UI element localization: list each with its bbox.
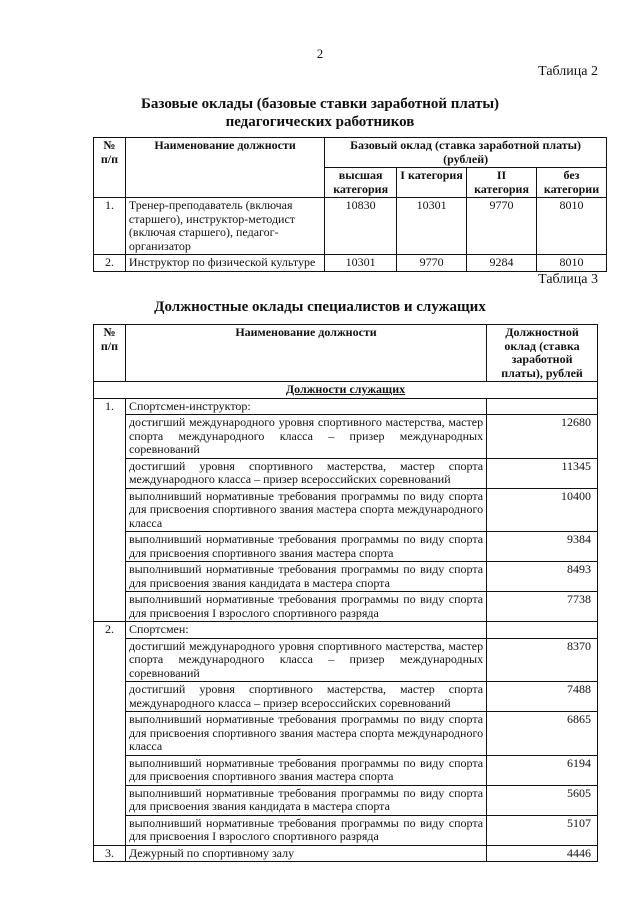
table2-title (0, 95, 640, 131)
section-title: Должности служащих (94, 382, 598, 399)
position-name: Тренер-преподаватель (включая старшего), инструктор-методист (включая старшего), педагог-организатор (125, 198, 324, 255)
position-description: достигший международного уровня спортивного мастерства, мастер спорта международного класса – призер международных соревнований (125, 415, 486, 459)
group-title: Спортсмен-инструктор: (125, 398, 486, 415)
table-row (94, 198, 607, 255)
salary-value: 12680 (487, 415, 598, 459)
position-description: выполнивший нормативные требования программы по виду спорта для присвоения I взрослого спортивного разряда (125, 815, 486, 845)
row-number: 3. (94, 845, 126, 862)
salary-cat-1: 10301 (397, 198, 467, 255)
col-cat-none: без категории (536, 168, 606, 198)
table3-label: Таблица 3 (538, 272, 598, 287)
table3-header-row (94, 325, 598, 382)
col-num-header: № п/п (94, 325, 126, 382)
group-salary (487, 622, 598, 639)
table-row (94, 638, 598, 682)
position-description: достигший уровня спортивного мастерства, мастер спорта международного класса – призер всероссийских соревнований (125, 682, 486, 712)
table3 (93, 324, 598, 862)
table-row (94, 458, 598, 488)
table2 (93, 137, 607, 272)
table-row (94, 488, 598, 532)
position-description: выполнивший нормативные требования программы по виду спорта для присвоения спортивного звания мастера спорта (125, 755, 486, 785)
position-name: Инструктор по физической культуре (125, 255, 324, 272)
group-title: Дежурный по спортивному залу (125, 845, 486, 862)
col-name-header: Наименование должности (125, 325, 486, 382)
position-description: выполнивший нормативные требования программы по виду спорта для присвоения звания кандидата в мастера спорта (125, 785, 486, 815)
salary-cat-1: 9770 (397, 255, 467, 272)
salary-value: 7488 (487, 682, 598, 712)
page-number: 2 (316, 46, 324, 61)
salary-value: 10400 (487, 488, 598, 532)
salary-no-cat: 8010 (536, 198, 606, 255)
table-row (94, 562, 598, 592)
group-title: Спортсмен: (125, 622, 486, 639)
group-salary: 4446 (487, 845, 598, 862)
table2-title-line1: Базовые оклады (базовые ставки заработной платы) (140, 96, 500, 112)
col-cat-2: II категория (467, 168, 537, 198)
salary-value: 9384 (487, 532, 598, 562)
table2-header-row (94, 138, 607, 168)
salary-value: 6865 (487, 712, 598, 756)
position-description: выполнивший нормативные требования программы по виду спорта для присвоения спортивного звания мастера спорта международного класса (125, 712, 486, 756)
table-row (94, 712, 598, 756)
table-row (94, 785, 598, 815)
table3-title: Должностные оклады специалистов и служащих (154, 299, 486, 315)
col-name-header: Наименование должности (125, 138, 324, 198)
salary-value: 8370 (487, 638, 598, 682)
salary-high: 10301 (325, 255, 397, 272)
position-description: выполнивший нормативные требования программы по виду спорта для присвоения I взрослого спортивного разряда (125, 592, 486, 622)
position-description: достигший уровня спортивного мастерства, мастер спорта международного класса – призер всероссийских соревнований (125, 458, 486, 488)
salary-no-cat: 8010 (536, 255, 606, 272)
col-salary-header: Базовый оклад (ставка заработной платы) (рублей) (325, 138, 607, 168)
salary-cat-2: 9284 (467, 255, 537, 272)
salary-value: 6194 (487, 755, 598, 785)
table-row (94, 592, 598, 622)
salary-value: 5605 (487, 785, 598, 815)
row-number: 1. (94, 198, 126, 255)
salary-value: 7738 (487, 592, 598, 622)
salary-high: 10830 (325, 198, 397, 255)
group-salary (487, 398, 598, 415)
position-description: достигший международного уровня спортивного мастерства, мастер спорта международного класса – призер международных соревнований (125, 638, 486, 682)
row-number: 1. (94, 398, 126, 622)
table3-body (94, 398, 598, 862)
row-number: 2. (94, 622, 126, 846)
group-row (94, 398, 598, 415)
col-cat-1: I категория (397, 168, 467, 198)
position-description: выполнивший нормативные требования программы по виду спорта для присвоения звания кандидата в мастера спорта (125, 562, 486, 592)
table-row (94, 255, 607, 272)
row-number: 2. (94, 255, 126, 272)
salary-value: 5107 (487, 815, 598, 845)
table-row (94, 815, 598, 845)
col-cat-high: высшая категория (325, 168, 397, 198)
salary-cat-2: 9770 (467, 198, 537, 255)
table-row (94, 755, 598, 785)
table2-body (94, 198, 607, 272)
table2-label: Таблица 2 (538, 64, 598, 79)
salary-value: 8493 (487, 562, 598, 592)
group-row (94, 845, 598, 862)
table-row (94, 415, 598, 459)
table2-title-line2: педагогических работников (225, 114, 415, 130)
table-row (94, 682, 598, 712)
col-num-header: № п/п (94, 138, 126, 198)
col-salary-header: Должностной оклад (ставка заработной платы), рублей (487, 325, 598, 382)
position-description: выполнивший нормативные требования программы по виду спорта для присвоения спортивного звания мастера спорта (125, 532, 486, 562)
section-row (94, 382, 598, 399)
table-row (94, 532, 598, 562)
group-row (94, 622, 598, 639)
position-description: выполнивший нормативные требования программы по виду спорта для присвоения спортивного звания мастера спорта международного класса (125, 488, 486, 532)
salary-value: 11345 (487, 458, 598, 488)
